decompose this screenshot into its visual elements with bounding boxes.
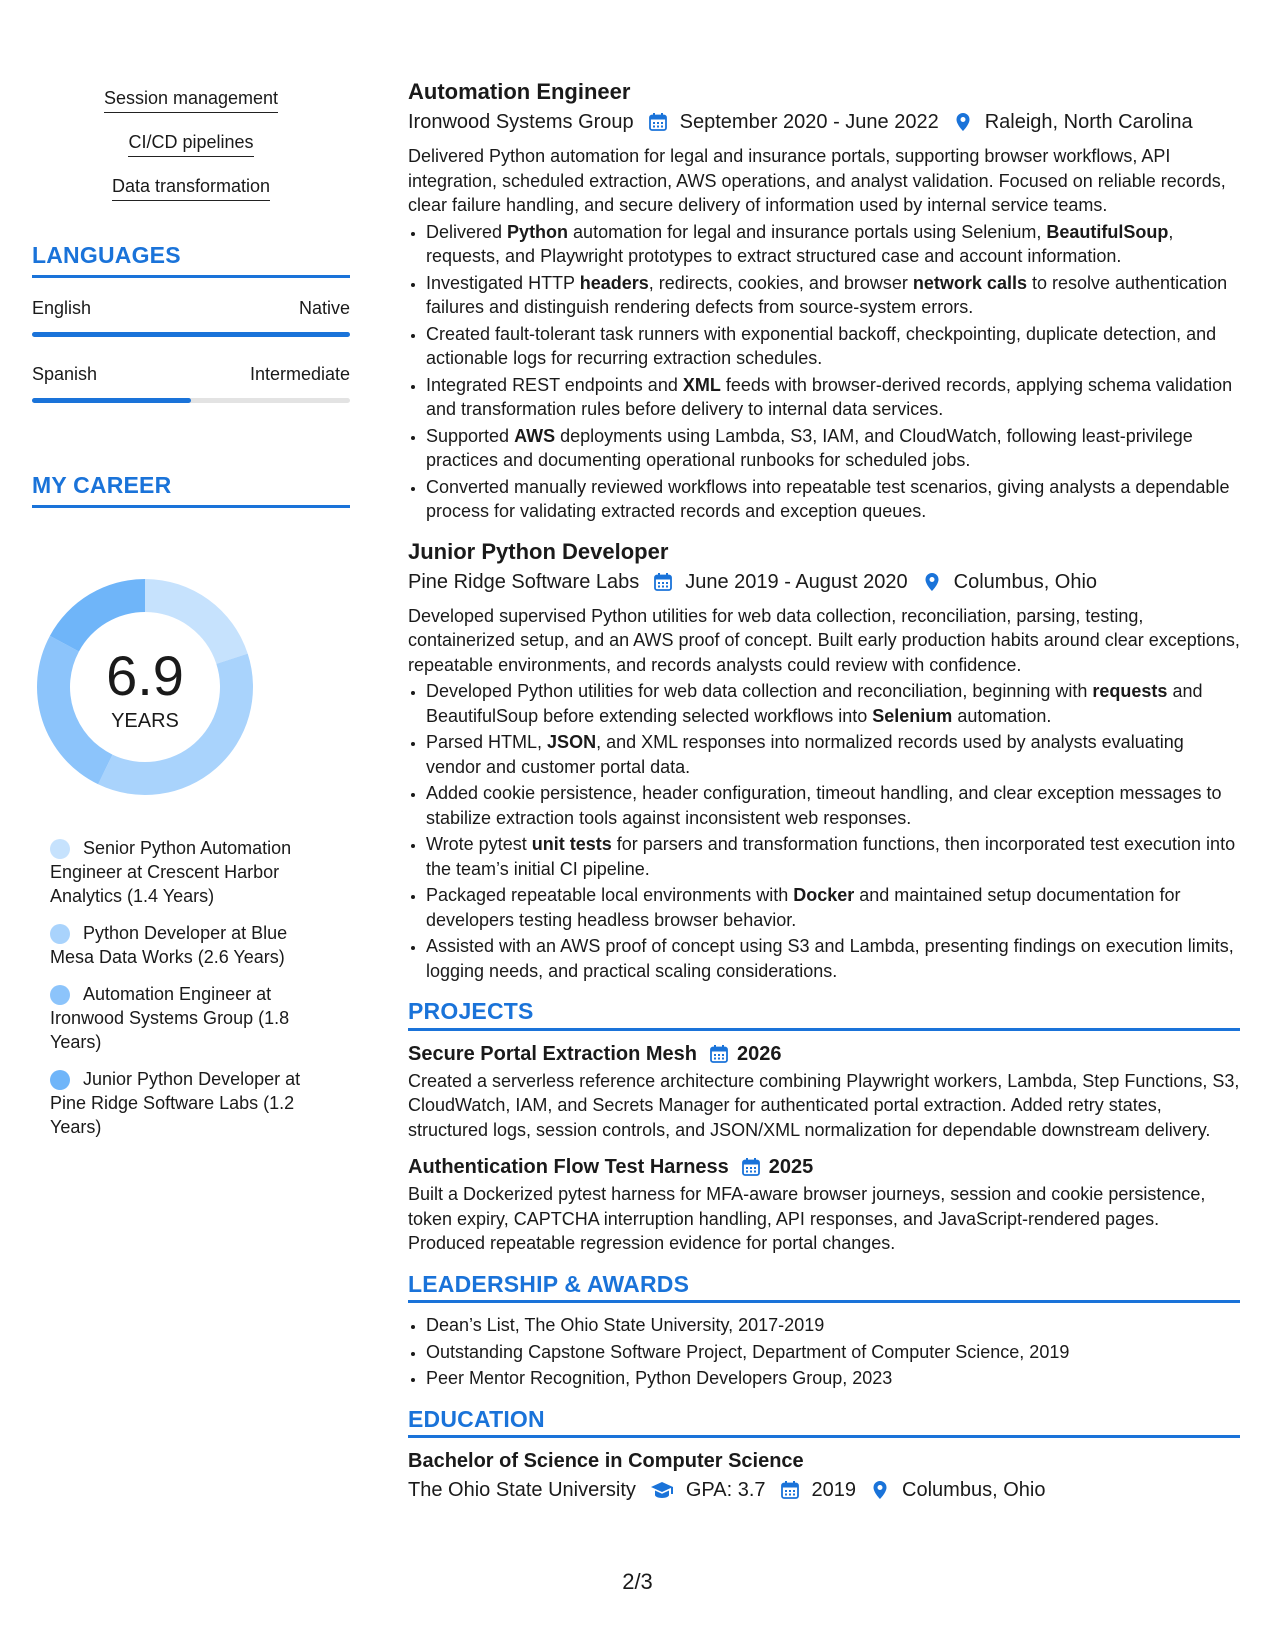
- education-heading: EDUCATION: [408, 1407, 1240, 1439]
- job-meta: [408, 568, 1240, 596]
- page-number: 2/3: [622, 1569, 653, 1594]
- job-bullet: • Integrated REST endpoints and XML feeds with browser-derived records, applying schema validation and transformation rules before delivery to internal data services.: [426, 373, 1240, 422]
- career-legend-dot: [50, 924, 70, 944]
- job-location: Raleigh, North Carolina: [984, 111, 1193, 133]
- project-year: 2025: [768, 1156, 814, 1178]
- job-bullet: • Created fault-tolerant task runners with exponential backoff, checkpointing, duplicate detection, and actionable logs for recurring extraction schedules.: [426, 322, 1240, 371]
- job-meta: [408, 108, 1240, 136]
- skill-list: [32, 86, 350, 218]
- calendar-icon: [709, 1044, 729, 1064]
- skill-item: Data transformation: [112, 174, 270, 201]
- job-company: Ironwood Systems Group: [408, 111, 634, 133]
- job-bullet: • Packaged repeatable local environments with Docker and maintained setup documentation for developers testing headless browser behavior.: [426, 883, 1240, 932]
- job-dates: September 2020 - June 2022: [679, 111, 939, 133]
- career-total-years: 6.9: [106, 644, 184, 707]
- projects-heading: PROJECTS: [408, 999, 1240, 1031]
- project-title: Secure Portal Extraction Mesh: [408, 1042, 697, 1065]
- job-title: Junior Python Developer: [408, 538, 669, 564]
- project-entry: [408, 1041, 1240, 1143]
- job-bullet: • Assisted with an AWS proof of concept using S3 and Lambda, presenting findings on execution limits, logging needs, and practical scaling considerations.: [426, 934, 1240, 983]
- school-name: The Ohio State University: [408, 1479, 636, 1501]
- calendar-icon: [741, 1157, 761, 1177]
- career-legend-dot: [50, 1070, 70, 1090]
- awards-heading: LEADERSHIP & AWARDS: [408, 1272, 1240, 1304]
- language-name: Spanish: [32, 364, 98, 384]
- job-summary: Delivered Python automation for legal and insurance portals, supporting browser workflows, API integration, scheduled extraction, AWS operations, and analyst validation. Focused on reliable records, clear failure handling, and secure delivery of information used by internal service teams.: [408, 146, 1226, 215]
- job-entry: [408, 538, 1240, 984]
- project-year: 2026: [736, 1042, 782, 1065]
- language-level: Intermediate: [249, 364, 350, 384]
- language-proficiency-bar: [32, 398, 350, 403]
- job-title: Automation Engineer: [408, 79, 631, 104]
- calendar-icon: [648, 112, 668, 132]
- project-description: Created a serverless reference architecture combining Playwright workers, Lambda, Step Functions, S3, CloudWatch, IAM, and Secrets Manager for authenticated portal extraction. Added retry states, structured logs, session controls, and JSON/XML normalization for dependable downstream delivery.: [408, 1070, 1240, 1140]
- job-bullet: • Converted manually reviewed workflows into repeatable test scenarios, giving analysts a dependable process for validating extracted records and exception queues.: [426, 475, 1240, 524]
- project-title-row: [408, 1041, 1240, 1067]
- job-bullet: • Delivered Python automation for legal and insurance portals using Selenium, BeautifulSoup, requests, and Playwright prototypes to extract structured case and account information.: [426, 220, 1240, 269]
- calendar-icon: [780, 1480, 800, 1500]
- job-bullets: [408, 220, 1240, 524]
- project-title: Authentication Flow Test Harness: [408, 1156, 729, 1178]
- career-years-unit: YEARS: [111, 710, 179, 732]
- career-heading: MY CAREER: [32, 472, 350, 508]
- award-item: • Dean’s List, The Ohio State University, 2017-2019: [426, 1313, 1240, 1338]
- education-meta: [408, 1476, 1240, 1504]
- career-legend-dot: [50, 839, 70, 859]
- job-bullet: • Investigated HTTP headers, redirects, cookies, and browser network calls to resolve authentication failures and distinguish rendering defects from source-system errors.: [426, 271, 1240, 320]
- map-pin-icon: [953, 112, 973, 132]
- career-donut-segment: [50, 579, 145, 651]
- project-entry: [408, 1154, 1240, 1256]
- award-item: • Outstanding Capstone Software Project, Department of Computer Science, 2019: [426, 1340, 1240, 1365]
- career-legend-item: [50, 836, 320, 908]
- career-legend-label: Junior Python Developer at Pine Ridge Software Labs (1.2 Years): [50, 1069, 301, 1137]
- job-bullet: • Parsed HTML, JSON, and XML responses into normalized records used by analysts evaluating vendor and customer portal data.: [426, 730, 1240, 779]
- career-legend-item: [50, 921, 320, 969]
- job-bullet: • Developed Python utilities for web data collection and reconciliation, beginning with requests and BeautifulSoup before extending selected workflows into Selenium automation.: [426, 679, 1240, 728]
- map-pin-icon: [870, 1480, 890, 1500]
- career-legend: [50, 836, 320, 1152]
- graduation-cap-icon: [650, 1480, 674, 1500]
- awards-list: [408, 1313, 1240, 1391]
- award-item: • Peer Mentor Recognition, Python Developers Group, 2023: [426, 1366, 1240, 1391]
- main-content: [408, 78, 1240, 1512]
- career-legend-dot: [50, 985, 70, 1005]
- project-description: Built a Dockerized pytest harness for MFA-aware browser journeys, session and cookie persistence, token expiry, CAPTCHA interruption handling, API responses, and JavaScript-rendered pages. Produced repeatable regression evidence for portal changes.: [408, 1184, 1206, 1253]
- school-location: Columbus, Ohio: [902, 1479, 1046, 1501]
- job-summary: Developed supervised Python utilities for web data collection, reconciliation, parsing, testing, containerized setup, and an AWS proof of concept. Built early production habits around clear exceptions, repeatable environments, and records analysts could review with confidence.: [408, 605, 1240, 675]
- skill-item: CI/CD pipelines: [128, 130, 253, 157]
- job-entry: [408, 78, 1240, 524]
- job-bullets: [408, 679, 1240, 983]
- calendar-icon: [653, 572, 673, 592]
- career-legend-label: Automation Engineer at Ironwood Systems Group (1.8 Years): [50, 984, 290, 1052]
- skill-item: Session management: [104, 86, 278, 113]
- job-location: Columbus, Ohio: [953, 570, 1098, 593]
- degree-title: Bachelor of Science in Computer Science: [408, 1450, 804, 1472]
- career-legend-item: [50, 982, 320, 1054]
- job-bullet: • Wrote pytest unit tests for parsers and transformation functions, then incorporated test execution into the team’s initial CI pipeline.: [426, 832, 1240, 881]
- job-dates: June 2019 - August 2020: [685, 570, 908, 593]
- project-title-row: [408, 1154, 1240, 1180]
- language-proficiency-fill: [32, 398, 191, 403]
- graduation-year: 2019: [811, 1479, 857, 1501]
- career-legend-label: Python Developer at Blue Mesa Data Works (2.6 Years): [50, 923, 288, 967]
- language-proficiency-fill: [32, 332, 350, 337]
- job-bullet: • Added cookie persistence, header configuration, timeout handling, and clear exception messages to stabilize extraction tools against inconsistent web responses.: [426, 781, 1240, 830]
- language-name: English: [32, 298, 92, 318]
- career-donut-chart: [32, 574, 258, 800]
- language-proficiency-bar: [32, 332, 350, 337]
- job-company: Pine Ridge Software Labs: [408, 570, 640, 593]
- map-pin-icon: [922, 572, 942, 592]
- career-legend-label: Senior Python Automation Engineer at Crescent Harbor Analytics (1.4 Years): [50, 838, 292, 906]
- languages-heading: LANGUAGES: [32, 242, 350, 278]
- gpa: GPA: 3.7: [685, 1479, 766, 1501]
- job-bullet: • Supported AWS deployments using Lambda, S3, IAM, and CloudWatch, following least-privilege practices and documenting operational runbooks for scheduled jobs.: [426, 424, 1240, 473]
- language-level: Native: [298, 298, 350, 318]
- career-legend-item: [50, 1067, 320, 1139]
